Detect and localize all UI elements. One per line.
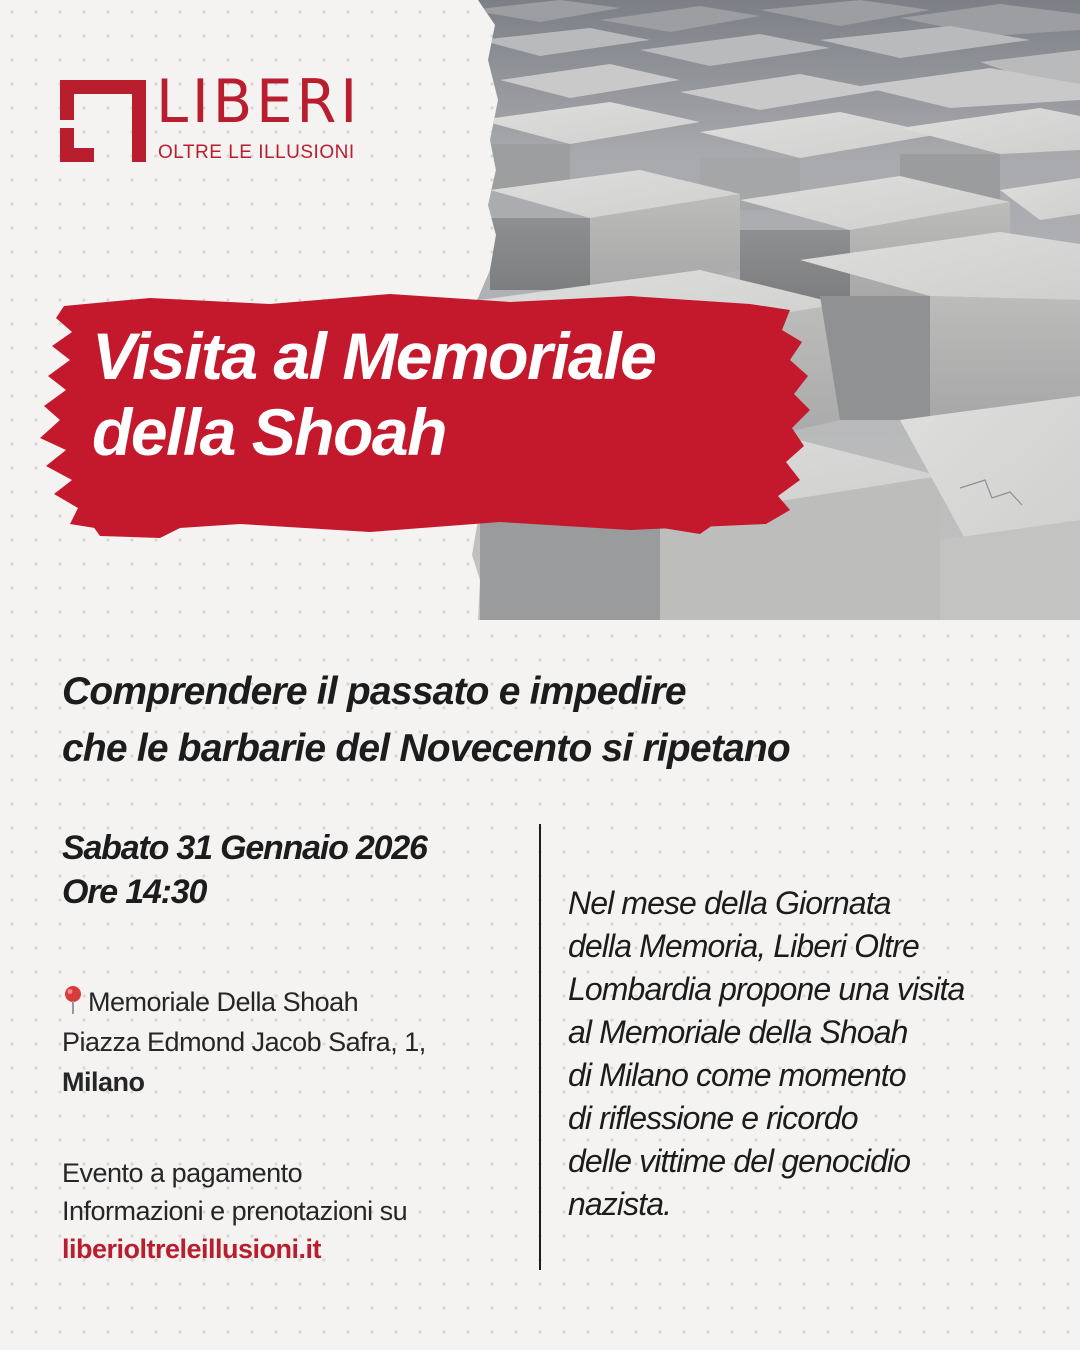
description-line: nazista. [568, 1186, 672, 1222]
description-line: di riflessione e ricordo [568, 1100, 858, 1136]
event-location [62, 982, 532, 1102]
description-line: di Milano come momento [568, 1057, 906, 1093]
event-description [568, 882, 1058, 1226]
description-line: delle vittime del genocidio [568, 1143, 911, 1179]
column-divider [539, 824, 541, 1270]
event-time: Ore 14:30 [62, 873, 207, 911]
event-title-line2: della Shoah [92, 395, 446, 469]
brand-name: LIBERI [156, 67, 362, 137]
event-title [92, 318, 792, 470]
event-paid-notice: Evento a pagamento [62, 1158, 303, 1188]
liberi-logo-icon [60, 80, 146, 162]
event-subtitle [62, 663, 1042, 777]
map-pin-icon [62, 985, 84, 1015]
event-date: Sabato 31 Gennaio 2026 [62, 829, 427, 867]
event-subtitle-line2: che le barbarie del Novecento si ripetano [62, 727, 790, 770]
event-datetime [62, 826, 542, 914]
description-line: al Memoriale della Shoah [568, 1014, 908, 1050]
event-info [62, 1154, 532, 1268]
description-line: Lombardia propone una visita [568, 971, 965, 1007]
location-street: Piazza Edmond Jacob Safra, 1, [62, 1027, 426, 1057]
event-title-line1: Visita al Memoriale [92, 319, 656, 393]
booking-info: Informazioni e prenotazioni su [62, 1196, 408, 1226]
location-city: Milano [62, 1067, 145, 1097]
description-line: della Memoria, Liberi Oltre [568, 928, 919, 964]
brand-logo [60, 67, 380, 170]
brand-tagline: OLTRE LE ILLUSIONI [158, 142, 355, 163]
website-link[interactable]: liberioltreleillusioni.it [62, 1234, 322, 1264]
description-line: Nel mese della Giornata [568, 885, 891, 921]
location-name: Memoriale Della Shoah [88, 987, 359, 1017]
event-subtitle-line1: Comprendere il passato e impedire [62, 670, 686, 713]
